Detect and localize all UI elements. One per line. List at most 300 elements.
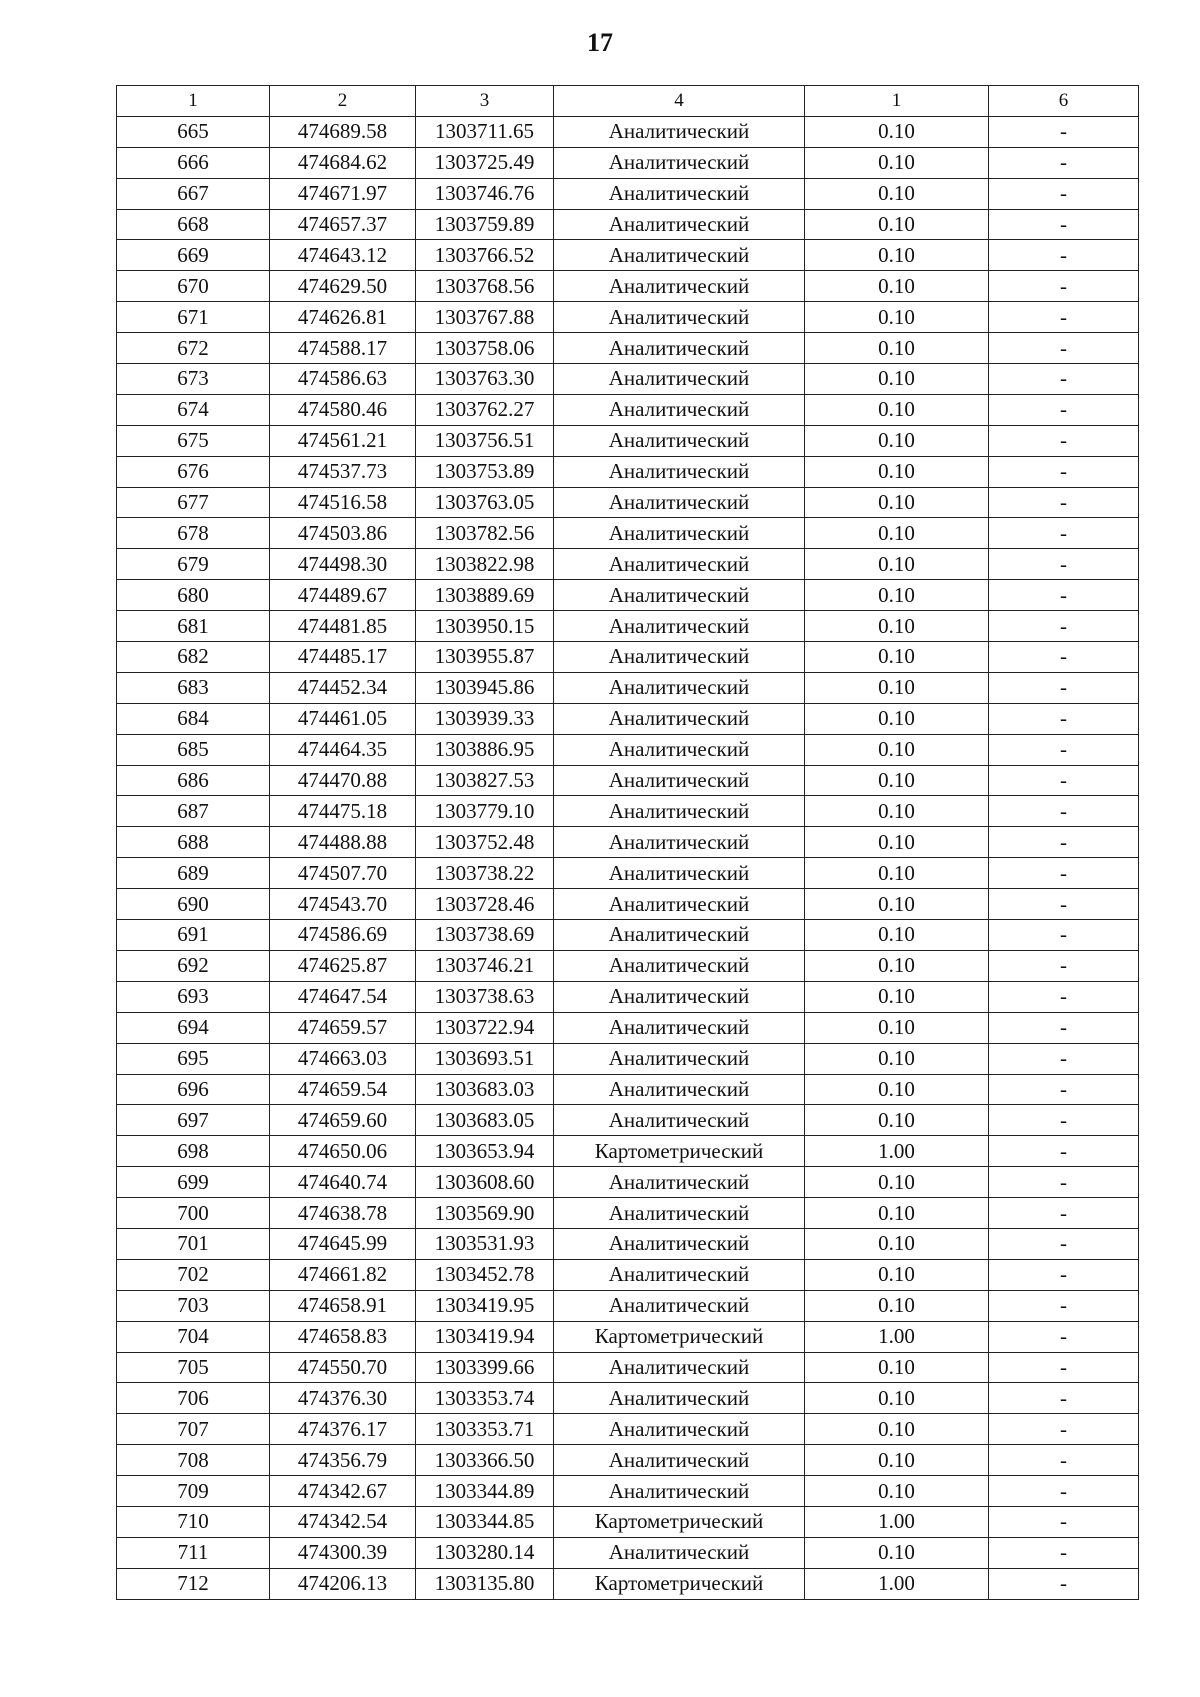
accuracy-cell: 0.10 bbox=[805, 147, 989, 178]
table-row bbox=[117, 364, 1139, 395]
table-row bbox=[117, 1290, 1139, 1321]
x-coordinate-cell: 474638.78 bbox=[270, 1198, 416, 1229]
description-cell: - bbox=[989, 1383, 1139, 1414]
column-header: 4 bbox=[554, 86, 805, 117]
method-cell: Аналитический bbox=[554, 364, 805, 395]
y-coordinate-cell: 1303950.15 bbox=[416, 611, 554, 642]
description-cell: - bbox=[989, 425, 1139, 456]
table-row bbox=[117, 1228, 1139, 1259]
y-coordinate-cell: 1303759.89 bbox=[416, 209, 554, 240]
point-number-cell: 700 bbox=[117, 1198, 270, 1229]
method-cell: Аналитический bbox=[554, 1228, 805, 1259]
point-number-cell: 694 bbox=[117, 1012, 270, 1043]
y-coordinate-cell: 1303738.69 bbox=[416, 920, 554, 951]
accuracy-cell: 0.10 bbox=[805, 456, 989, 487]
accuracy-cell: 0.10 bbox=[805, 425, 989, 456]
description-cell: - bbox=[989, 549, 1139, 580]
y-coordinate-cell: 1303344.85 bbox=[416, 1506, 554, 1537]
y-coordinate-cell: 1303683.05 bbox=[416, 1105, 554, 1136]
description-cell: - bbox=[989, 734, 1139, 765]
x-coordinate-cell: 474689.58 bbox=[270, 116, 416, 147]
description-cell: - bbox=[989, 271, 1139, 302]
accuracy-cell: 1.00 bbox=[805, 1321, 989, 1352]
method-cell: Аналитический bbox=[554, 1012, 805, 1043]
table-row bbox=[117, 889, 1139, 920]
method-cell: Аналитический bbox=[554, 1537, 805, 1568]
description-cell: - bbox=[989, 1445, 1139, 1476]
table-row bbox=[117, 920, 1139, 951]
point-number-cell: 668 bbox=[117, 209, 270, 240]
point-number-cell: 677 bbox=[117, 487, 270, 518]
method-cell: Картометрический bbox=[554, 1568, 805, 1599]
method-cell: Аналитический bbox=[554, 302, 805, 333]
y-coordinate-cell: 1303746.76 bbox=[416, 178, 554, 209]
column-header: 1 bbox=[805, 86, 989, 117]
method-cell: Аналитический bbox=[554, 1198, 805, 1229]
point-number-cell: 708 bbox=[117, 1445, 270, 1476]
y-coordinate-cell: 1303753.89 bbox=[416, 456, 554, 487]
point-number-cell: 670 bbox=[117, 271, 270, 302]
point-number-cell: 679 bbox=[117, 549, 270, 580]
method-cell: Аналитический bbox=[554, 549, 805, 580]
y-coordinate-cell: 1303722.94 bbox=[416, 1012, 554, 1043]
y-coordinate-cell: 1303945.86 bbox=[416, 672, 554, 703]
point-number-cell: 689 bbox=[117, 858, 270, 889]
description-cell: - bbox=[989, 1537, 1139, 1568]
method-cell: Аналитический bbox=[554, 178, 805, 209]
x-coordinate-cell: 474550.70 bbox=[270, 1352, 416, 1383]
accuracy-cell: 0.10 bbox=[805, 1476, 989, 1507]
description-cell: - bbox=[989, 302, 1139, 333]
y-coordinate-cell: 1303399.66 bbox=[416, 1352, 554, 1383]
point-number-cell: 688 bbox=[117, 827, 270, 858]
method-cell: Аналитический bbox=[554, 1383, 805, 1414]
x-coordinate-cell: 474488.88 bbox=[270, 827, 416, 858]
point-number-cell: 702 bbox=[117, 1259, 270, 1290]
x-coordinate-cell: 474507.70 bbox=[270, 858, 416, 889]
point-number-cell: 707 bbox=[117, 1414, 270, 1445]
x-coordinate-cell: 474300.39 bbox=[270, 1537, 416, 1568]
accuracy-cell: 0.10 bbox=[805, 1537, 989, 1568]
x-coordinate-cell: 474356.79 bbox=[270, 1445, 416, 1476]
y-coordinate-cell: 1303746.21 bbox=[416, 950, 554, 981]
x-coordinate-cell: 474464.35 bbox=[270, 734, 416, 765]
accuracy-cell: 0.10 bbox=[805, 1414, 989, 1445]
description-cell: - bbox=[989, 703, 1139, 734]
table-row bbox=[117, 580, 1139, 611]
accuracy-cell: 0.10 bbox=[805, 1167, 989, 1198]
point-number-cell: 673 bbox=[117, 364, 270, 395]
description-cell: - bbox=[989, 1012, 1139, 1043]
y-coordinate-cell: 1303955.87 bbox=[416, 642, 554, 673]
table-body bbox=[117, 116, 1139, 1599]
coordinates-table bbox=[116, 85, 1139, 1600]
point-number-cell: 710 bbox=[117, 1506, 270, 1537]
y-coordinate-cell: 1303762.27 bbox=[416, 394, 554, 425]
method-cell: Картометрический bbox=[554, 1136, 805, 1167]
accuracy-cell: 0.10 bbox=[805, 827, 989, 858]
description-cell: - bbox=[989, 920, 1139, 951]
description-cell: - bbox=[989, 827, 1139, 858]
point-number-cell: 684 bbox=[117, 703, 270, 734]
point-number-cell: 685 bbox=[117, 734, 270, 765]
description-cell: - bbox=[989, 518, 1139, 549]
accuracy-cell: 0.10 bbox=[805, 240, 989, 271]
description-cell: - bbox=[989, 580, 1139, 611]
point-number-cell: 669 bbox=[117, 240, 270, 271]
y-coordinate-cell: 1303608.60 bbox=[416, 1167, 554, 1198]
page-number: 17 bbox=[587, 28, 613, 57]
x-coordinate-cell: 474206.13 bbox=[270, 1568, 416, 1599]
accuracy-cell: 0.10 bbox=[805, 1290, 989, 1321]
description-cell: - bbox=[989, 487, 1139, 518]
method-cell: Аналитический bbox=[554, 1167, 805, 1198]
accuracy-cell: 0.10 bbox=[805, 1445, 989, 1476]
point-number-cell: 706 bbox=[117, 1383, 270, 1414]
point-number-cell: 699 bbox=[117, 1167, 270, 1198]
description-cell: - bbox=[989, 209, 1139, 240]
column-header: 6 bbox=[989, 86, 1139, 117]
y-coordinate-cell: 1303782.56 bbox=[416, 518, 554, 549]
x-coordinate-cell: 474586.69 bbox=[270, 920, 416, 951]
point-number-cell: 693 bbox=[117, 981, 270, 1012]
table-row bbox=[117, 209, 1139, 240]
point-number-cell: 711 bbox=[117, 1537, 270, 1568]
description-cell: - bbox=[989, 333, 1139, 364]
x-coordinate-cell: 474489.67 bbox=[270, 580, 416, 611]
table-row bbox=[117, 672, 1139, 703]
table-row bbox=[117, 950, 1139, 981]
method-cell: Аналитический bbox=[554, 487, 805, 518]
x-coordinate-cell: 474671.97 bbox=[270, 178, 416, 209]
table-row bbox=[117, 425, 1139, 456]
accuracy-cell: 0.10 bbox=[805, 333, 989, 364]
table-row bbox=[117, 827, 1139, 858]
description-cell: - bbox=[989, 178, 1139, 209]
y-coordinate-cell: 1303419.95 bbox=[416, 1290, 554, 1321]
y-coordinate-cell: 1303653.94 bbox=[416, 1136, 554, 1167]
point-number-cell: 696 bbox=[117, 1074, 270, 1105]
y-coordinate-cell: 1303135.80 bbox=[416, 1568, 554, 1599]
table-row bbox=[117, 394, 1139, 425]
point-number-cell: 692 bbox=[117, 950, 270, 981]
table-row bbox=[117, 1537, 1139, 1568]
accuracy-cell: 0.10 bbox=[805, 1352, 989, 1383]
y-coordinate-cell: 1303939.33 bbox=[416, 703, 554, 734]
accuracy-cell: 0.10 bbox=[805, 672, 989, 703]
y-coordinate-cell: 1303889.69 bbox=[416, 580, 554, 611]
table-row bbox=[117, 302, 1139, 333]
description-cell: - bbox=[989, 1352, 1139, 1383]
x-coordinate-cell: 474342.67 bbox=[270, 1476, 416, 1507]
x-coordinate-cell: 474543.70 bbox=[270, 889, 416, 920]
method-cell: Аналитический bbox=[554, 425, 805, 456]
y-coordinate-cell: 1303366.50 bbox=[416, 1445, 554, 1476]
x-coordinate-cell: 474376.30 bbox=[270, 1383, 416, 1414]
table-row bbox=[117, 518, 1139, 549]
accuracy-cell: 0.10 bbox=[805, 1228, 989, 1259]
table-row bbox=[117, 1445, 1139, 1476]
accuracy-cell: 1.00 bbox=[805, 1568, 989, 1599]
table-row bbox=[117, 1012, 1139, 1043]
accuracy-cell: 0.10 bbox=[805, 1074, 989, 1105]
description-cell: - bbox=[989, 858, 1139, 889]
x-coordinate-cell: 474625.87 bbox=[270, 950, 416, 981]
y-coordinate-cell: 1303344.89 bbox=[416, 1476, 554, 1507]
y-coordinate-cell: 1303738.63 bbox=[416, 981, 554, 1012]
y-coordinate-cell: 1303683.03 bbox=[416, 1074, 554, 1105]
description-cell: - bbox=[989, 1167, 1139, 1198]
point-number-cell: 680 bbox=[117, 580, 270, 611]
method-cell: Аналитический bbox=[554, 858, 805, 889]
y-coordinate-cell: 1303767.88 bbox=[416, 302, 554, 333]
method-cell: Картометрический bbox=[554, 1321, 805, 1352]
description-cell: - bbox=[989, 1043, 1139, 1074]
table-row bbox=[117, 1506, 1139, 1537]
table-row bbox=[117, 1414, 1139, 1445]
accuracy-cell: 0.10 bbox=[805, 394, 989, 425]
table-row bbox=[117, 1043, 1139, 1074]
table-row bbox=[117, 858, 1139, 889]
point-number-cell: 676 bbox=[117, 456, 270, 487]
accuracy-cell: 1.00 bbox=[805, 1136, 989, 1167]
x-coordinate-cell: 474470.88 bbox=[270, 765, 416, 796]
description-cell: - bbox=[989, 1136, 1139, 1167]
y-coordinate-cell: 1303569.90 bbox=[416, 1198, 554, 1229]
method-cell: Аналитический bbox=[554, 642, 805, 673]
description-cell: - bbox=[989, 364, 1139, 395]
accuracy-cell: 0.10 bbox=[805, 580, 989, 611]
description-cell: - bbox=[989, 1476, 1139, 1507]
y-coordinate-cell: 1303752.48 bbox=[416, 827, 554, 858]
method-cell: Картометрический bbox=[554, 1506, 805, 1537]
x-coordinate-cell: 474663.03 bbox=[270, 1043, 416, 1074]
description-cell: - bbox=[989, 1568, 1139, 1599]
accuracy-cell: 0.10 bbox=[805, 1012, 989, 1043]
point-number-cell: 697 bbox=[117, 1105, 270, 1136]
table-row bbox=[117, 734, 1139, 765]
x-coordinate-cell: 474659.54 bbox=[270, 1074, 416, 1105]
point-number-cell: 701 bbox=[117, 1228, 270, 1259]
y-coordinate-cell: 1303763.05 bbox=[416, 487, 554, 518]
point-number-cell: 695 bbox=[117, 1043, 270, 1074]
description-cell: - bbox=[989, 981, 1139, 1012]
method-cell: Аналитический bbox=[554, 920, 805, 951]
accuracy-cell: 0.10 bbox=[805, 302, 989, 333]
point-number-cell: 666 bbox=[117, 147, 270, 178]
table-row bbox=[117, 642, 1139, 673]
x-coordinate-cell: 474485.17 bbox=[270, 642, 416, 673]
x-coordinate-cell: 474475.18 bbox=[270, 796, 416, 827]
description-cell: - bbox=[989, 1074, 1139, 1105]
y-coordinate-cell: 1303822.98 bbox=[416, 549, 554, 580]
accuracy-cell: 0.10 bbox=[805, 796, 989, 827]
accuracy-cell: 0.10 bbox=[805, 1198, 989, 1229]
column-header: 2 bbox=[270, 86, 416, 117]
description-cell: - bbox=[989, 796, 1139, 827]
table-row bbox=[117, 1136, 1139, 1167]
point-number-cell: 709 bbox=[117, 1476, 270, 1507]
table-row bbox=[117, 147, 1139, 178]
description-cell: - bbox=[989, 147, 1139, 178]
accuracy-cell: 0.10 bbox=[805, 920, 989, 951]
point-number-cell: 675 bbox=[117, 425, 270, 456]
table-row bbox=[117, 333, 1139, 364]
accuracy-cell: 0.10 bbox=[805, 487, 989, 518]
y-coordinate-cell: 1303452.78 bbox=[416, 1259, 554, 1290]
table-header-row bbox=[117, 86, 1139, 117]
x-coordinate-cell: 474661.82 bbox=[270, 1259, 416, 1290]
method-cell: Аналитический bbox=[554, 950, 805, 981]
description-cell: - bbox=[989, 1506, 1139, 1537]
table-row bbox=[117, 703, 1139, 734]
point-number-cell: 687 bbox=[117, 796, 270, 827]
x-coordinate-cell: 474537.73 bbox=[270, 456, 416, 487]
y-coordinate-cell: 1303353.71 bbox=[416, 1414, 554, 1445]
accuracy-cell: 0.10 bbox=[805, 1043, 989, 1074]
table-row bbox=[117, 1568, 1139, 1599]
accuracy-cell: 0.10 bbox=[805, 364, 989, 395]
x-coordinate-cell: 474461.05 bbox=[270, 703, 416, 734]
accuracy-cell: 0.10 bbox=[805, 209, 989, 240]
table-row bbox=[117, 1167, 1139, 1198]
y-coordinate-cell: 1303886.95 bbox=[416, 734, 554, 765]
accuracy-cell: 0.10 bbox=[805, 765, 989, 796]
description-cell: - bbox=[989, 394, 1139, 425]
point-number-cell: 672 bbox=[117, 333, 270, 364]
point-number-cell: 682 bbox=[117, 642, 270, 673]
description-cell: - bbox=[989, 1414, 1139, 1445]
description-cell: - bbox=[989, 240, 1139, 271]
method-cell: Аналитический bbox=[554, 1476, 805, 1507]
method-cell: Аналитический bbox=[554, 333, 805, 364]
y-coordinate-cell: 1303768.56 bbox=[416, 271, 554, 302]
method-cell: Аналитический bbox=[554, 672, 805, 703]
method-cell: Аналитический bbox=[554, 394, 805, 425]
x-coordinate-cell: 474342.54 bbox=[270, 1506, 416, 1537]
x-coordinate-cell: 474561.21 bbox=[270, 425, 416, 456]
description-cell: - bbox=[989, 642, 1139, 673]
description-cell: - bbox=[989, 456, 1139, 487]
x-coordinate-cell: 474657.37 bbox=[270, 209, 416, 240]
point-number-cell: 678 bbox=[117, 518, 270, 549]
x-coordinate-cell: 474376.17 bbox=[270, 1414, 416, 1445]
x-coordinate-cell: 474580.46 bbox=[270, 394, 416, 425]
accuracy-cell: 0.10 bbox=[805, 549, 989, 580]
y-coordinate-cell: 1303827.53 bbox=[416, 765, 554, 796]
method-cell: Аналитический bbox=[554, 518, 805, 549]
method-cell: Аналитический bbox=[554, 240, 805, 271]
point-number-cell: 704 bbox=[117, 1321, 270, 1352]
point-number-cell: 712 bbox=[117, 1568, 270, 1599]
x-coordinate-cell: 474650.06 bbox=[270, 1136, 416, 1167]
point-number-cell: 698 bbox=[117, 1136, 270, 1167]
method-cell: Аналитический bbox=[554, 116, 805, 147]
x-coordinate-cell: 474658.83 bbox=[270, 1321, 416, 1352]
accuracy-cell: 0.10 bbox=[805, 1383, 989, 1414]
table-row bbox=[117, 1259, 1139, 1290]
method-cell: Аналитический bbox=[554, 147, 805, 178]
y-coordinate-cell: 1303728.46 bbox=[416, 889, 554, 920]
y-coordinate-cell: 1303693.51 bbox=[416, 1043, 554, 1074]
table-row bbox=[117, 456, 1139, 487]
method-cell: Аналитический bbox=[554, 456, 805, 487]
method-cell: Аналитический bbox=[554, 271, 805, 302]
x-coordinate-cell: 474481.85 bbox=[270, 611, 416, 642]
y-coordinate-cell: 1303280.14 bbox=[416, 1537, 554, 1568]
accuracy-cell: 0.10 bbox=[805, 611, 989, 642]
accuracy-cell: 0.10 bbox=[805, 858, 989, 889]
point-number-cell: 686 bbox=[117, 765, 270, 796]
method-cell: Аналитический bbox=[554, 889, 805, 920]
point-number-cell: 703 bbox=[117, 1290, 270, 1321]
x-coordinate-cell: 474516.58 bbox=[270, 487, 416, 518]
x-coordinate-cell: 474645.99 bbox=[270, 1228, 416, 1259]
y-coordinate-cell: 1303531.93 bbox=[416, 1228, 554, 1259]
accuracy-cell: 0.10 bbox=[805, 178, 989, 209]
method-cell: Аналитический bbox=[554, 209, 805, 240]
description-cell: - bbox=[989, 765, 1139, 796]
accuracy-cell: 0.10 bbox=[805, 889, 989, 920]
point-number-cell: 705 bbox=[117, 1352, 270, 1383]
description-cell: - bbox=[989, 889, 1139, 920]
point-number-cell: 674 bbox=[117, 394, 270, 425]
description-cell: - bbox=[989, 950, 1139, 981]
method-cell: Аналитический bbox=[554, 1414, 805, 1445]
description-cell: - bbox=[989, 611, 1139, 642]
table-row bbox=[117, 1352, 1139, 1383]
accuracy-cell: 0.10 bbox=[805, 1105, 989, 1136]
method-cell: Аналитический bbox=[554, 703, 805, 734]
table-row bbox=[117, 1321, 1139, 1352]
y-coordinate-cell: 1303738.22 bbox=[416, 858, 554, 889]
point-number-cell: 667 bbox=[117, 178, 270, 209]
table-row bbox=[117, 611, 1139, 642]
y-coordinate-cell: 1303711.65 bbox=[416, 116, 554, 147]
y-coordinate-cell: 1303419.94 bbox=[416, 1321, 554, 1352]
accuracy-cell: 0.10 bbox=[805, 1259, 989, 1290]
accuracy-cell: 0.10 bbox=[805, 116, 989, 147]
x-coordinate-cell: 474643.12 bbox=[270, 240, 416, 271]
x-coordinate-cell: 474626.81 bbox=[270, 302, 416, 333]
x-coordinate-cell: 474629.50 bbox=[270, 271, 416, 302]
table-row bbox=[117, 549, 1139, 580]
table-row bbox=[117, 178, 1139, 209]
method-cell: Аналитический bbox=[554, 611, 805, 642]
table-row bbox=[117, 487, 1139, 518]
y-coordinate-cell: 1303766.52 bbox=[416, 240, 554, 271]
x-coordinate-cell: 474659.60 bbox=[270, 1105, 416, 1136]
x-coordinate-cell: 474684.62 bbox=[270, 147, 416, 178]
x-coordinate-cell: 474658.91 bbox=[270, 1290, 416, 1321]
accuracy-cell: 0.10 bbox=[805, 703, 989, 734]
accuracy-cell: 0.10 bbox=[805, 271, 989, 302]
method-cell: Аналитический bbox=[554, 1043, 805, 1074]
x-coordinate-cell: 474503.86 bbox=[270, 518, 416, 549]
column-header: 1 bbox=[117, 86, 270, 117]
method-cell: Аналитический bbox=[554, 1105, 805, 1136]
method-cell: Аналитический bbox=[554, 1259, 805, 1290]
description-cell: - bbox=[989, 1259, 1139, 1290]
x-coordinate-cell: 474647.54 bbox=[270, 981, 416, 1012]
description-cell: - bbox=[989, 1105, 1139, 1136]
table-row bbox=[117, 796, 1139, 827]
method-cell: Аналитический bbox=[554, 1290, 805, 1321]
accuracy-cell: 0.10 bbox=[805, 981, 989, 1012]
description-cell: - bbox=[989, 1228, 1139, 1259]
method-cell: Аналитический bbox=[554, 981, 805, 1012]
point-number-cell: 665 bbox=[117, 116, 270, 147]
